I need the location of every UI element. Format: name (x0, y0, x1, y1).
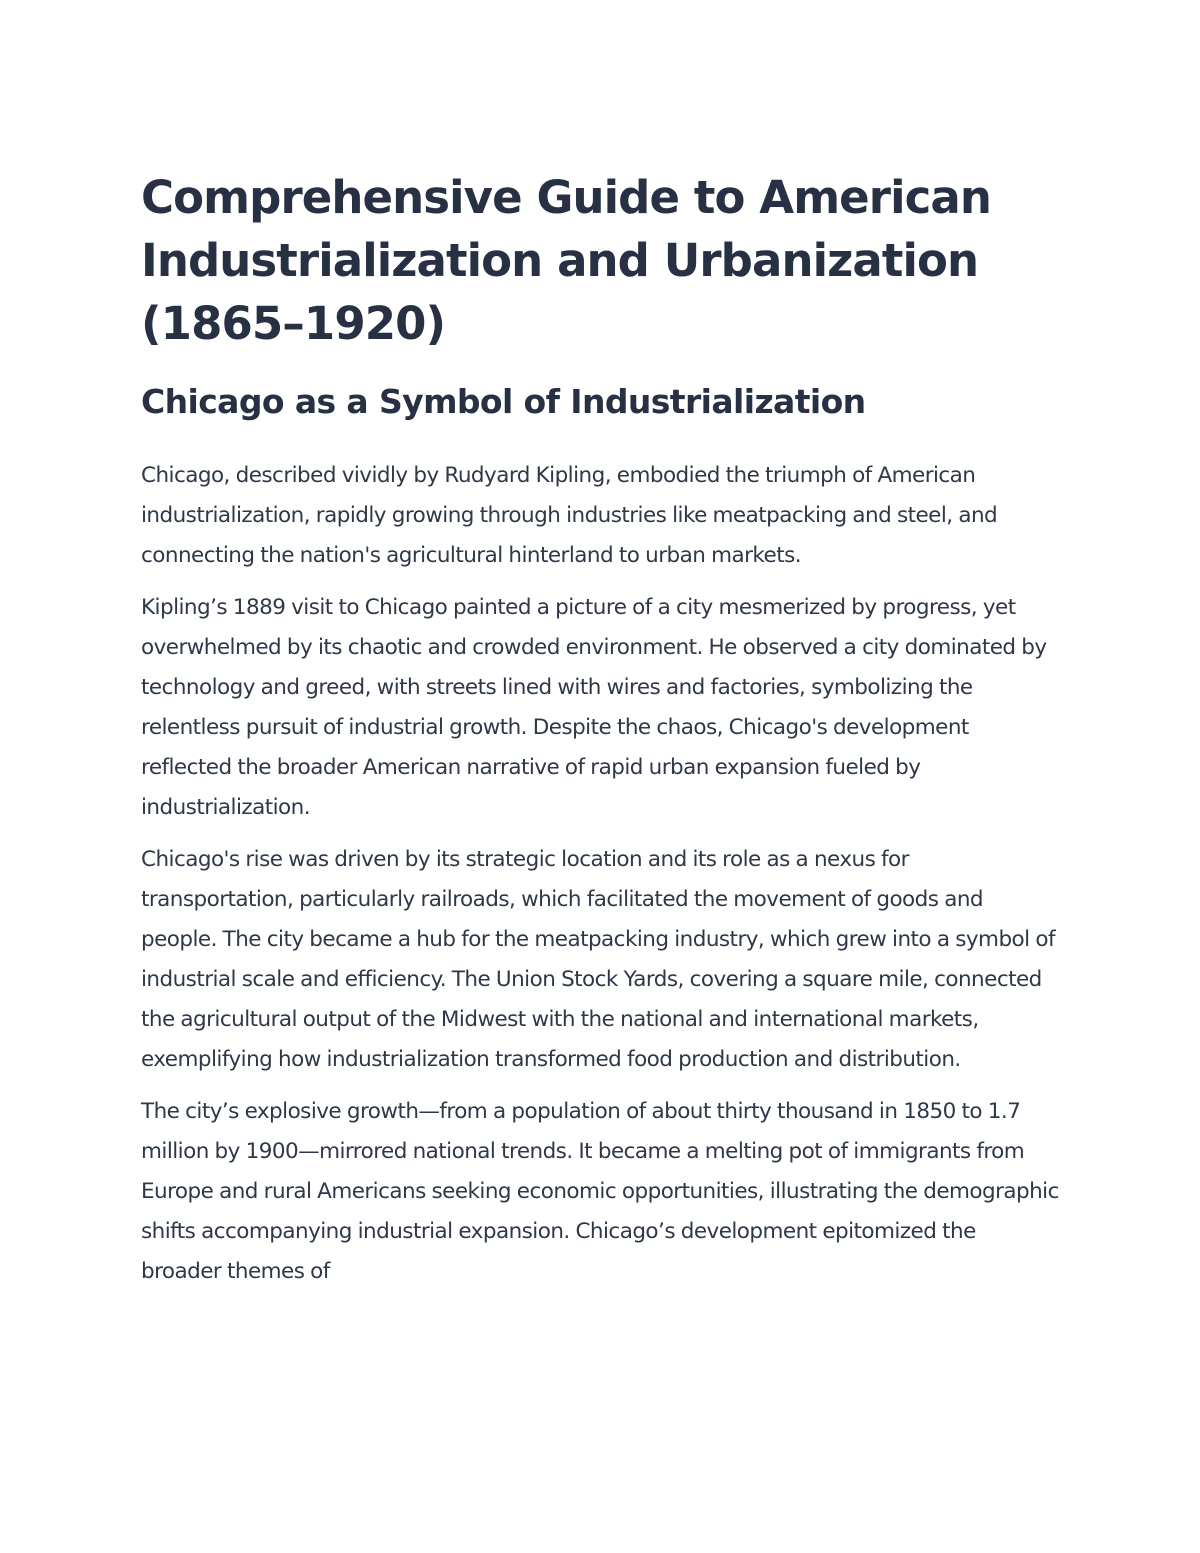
document-title: Comprehensive Guide to American Industrialization and Urbanization (1865–1920) (141, 171, 991, 350)
paragraph-4: The city’s explosive growth—from a population of about thirty thousand in 1850 to 1.7 million by 1900—mirrored national trends. It became a melting pot of immigrants from Europe and rural Americans seeking economic opportunities, illustrating the demographic shifts accompanying industrial expansion. Chicago’s development epitomized the broader themes of (141, 1099, 1059, 1284)
paragraph-2: Kipling’s 1889 visit to Chicago painted a picture of a city mesmerized by progress, yet overwhelmed by its chaotic and crowded environment. He observed a city dominated by technology and greed, with streets lined with wires and factories, symbolizing the relentless pursuit of industrial growth. Despite the chaos, Chicago's development reflected the broader American narrative of rapid urban expansion fueled by industrialization. (141, 595, 1047, 820)
paragraph-1: Chicago, described vividly by Rudyard Kipling, embodied the triumph of American industrialization, rapidly growing through industries like meatpacking and steel, and connecting the nation's agricultural hinterland to urban markets. (141, 463, 998, 568)
document-page (141, 166, 1061, 1292)
section-heading: Chicago as a Symbol of Industrialization (141, 382, 866, 421)
paragraph-3: Chicago's rise was driven by its strategic location and its role as a nexus for transportation, particularly railroads, which facilitated the movement of goods and people. The city became a hub for the meatpacking industry, which grew into a symbol of industrial scale and efficiency. The Union Stock Yards, covering a square mile, connected the agricultural output of the Midwest with the national and international markets, exemplifying how industrialization transformed food production and distribution. (141, 847, 1055, 1072)
